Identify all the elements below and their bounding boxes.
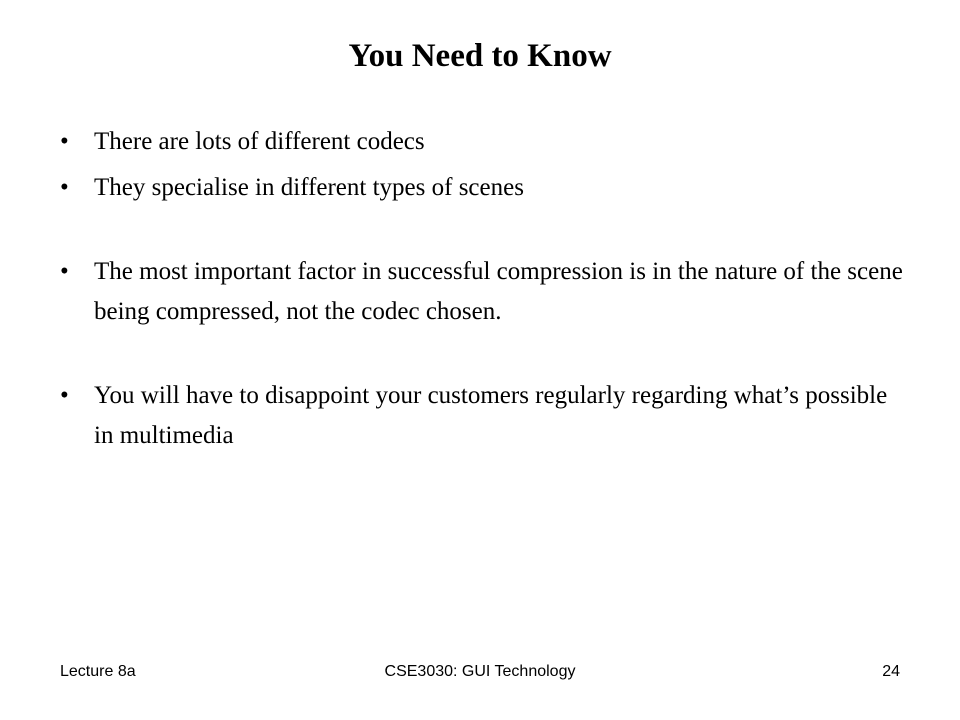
footer-course-label: CSE3030: GUI Technology [384,663,576,680]
bullet-icon: • [60,382,69,409]
bullet-list [60,122,910,456]
bullet-text: The most important factor in successful compression is in the nature of the scene being compressed, not the codec chosen. [94,258,903,325]
bullet-icon: • [60,128,69,155]
bullet-item [60,252,910,332]
footer-slide-number: 24 [882,663,900,680]
bullet-icon: • [60,174,69,201]
bullet-text: There are lots of different codecs [94,128,425,155]
bullet-item [60,376,910,456]
bullet-item [60,168,910,208]
footer-lecture-label: Lecture 8a [60,663,136,680]
slide-title: You Need to Know [348,38,612,74]
bullet-icon: • [60,258,69,285]
bullet-item [60,122,910,162]
bullet-text: You will have to disappoint your customers regularly regarding what’s possible in multimedia [94,382,888,449]
bullet-text: They specialise in different types of scenes [94,174,524,201]
